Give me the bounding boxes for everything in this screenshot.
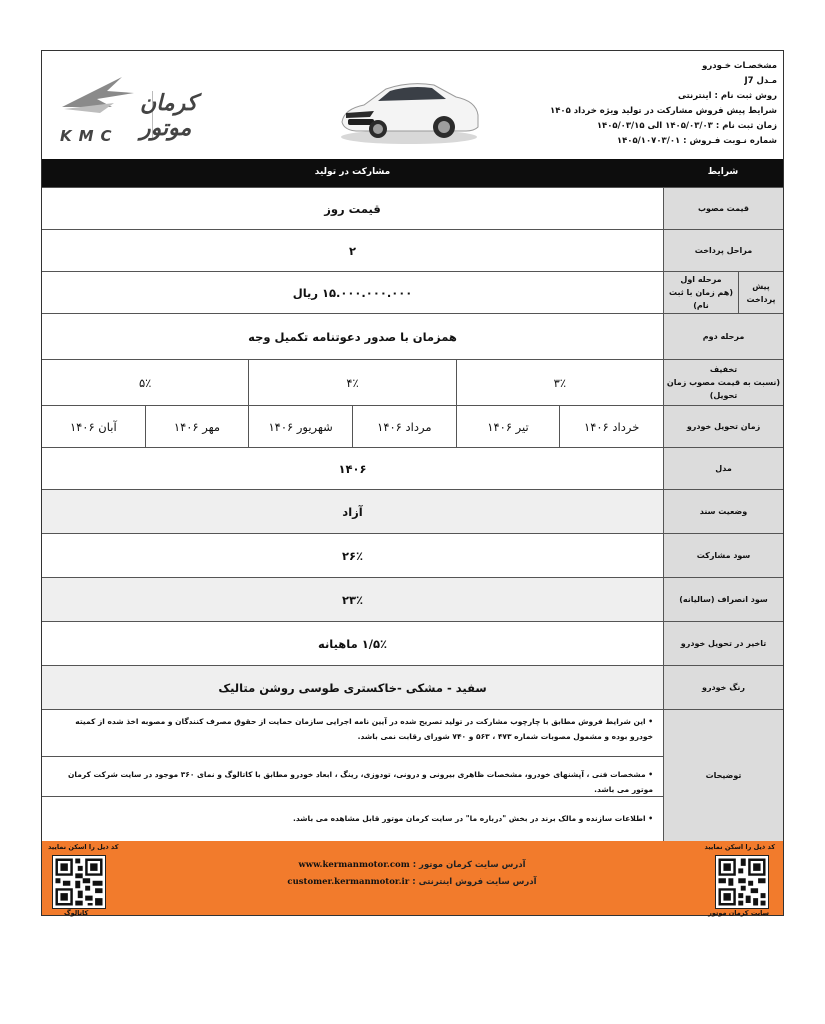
row-cancellation-profit <box>42 577 783 621</box>
internet-sales-line <box>202 874 622 891</box>
plan-header: مشارکت در تولید <box>314 167 391 177</box>
document-header <box>42 51 783 159</box>
delivery-time-cell: خرداد ۱۴۰۶ <box>559 406 663 447</box>
table-title-bar <box>42 159 783 187</box>
catalog-qr-code[interactable] <box>52 855 106 909</box>
cancellation-profit-value: ۲۳٪ <box>42 578 663 621</box>
row-second-stage <box>42 313 783 359</box>
specs-title: مشخصـات خـودرو <box>702 61 777 71</box>
delay-label: تاخیر در تحویل خودرو <box>663 622 783 665</box>
row-document-status <box>42 489 783 533</box>
note-item: • مشخصات فنی ، آپشنهای خودرو، مشخصات ظاهری بیرونی و درونی، تودوزی، رینگ ، ابعاد خودرو مطابق با کاتالوگ و نمای ۳۶۰ موجود در سایت شرکت کرمان موتور می باشد. <box>42 756 663 796</box>
footer <box>42 841 783 915</box>
participation-profit-value: ۲۶٪ <box>341 548 364 563</box>
note-item: • این شرایط فروش مطابق با چارچوب مشارکت در تولید تصریح شده در آیین نامه اجرایی سازمان حمایت از حقوق مصرف کنندگان و مصوبه اخذ شده از کمیته خودرو بوده و مشمول مصوبات شماره ۴۷۳ ، ۵۶۳ و ۷۴۰ شورای رقابت نمی باشد. <box>75 717 653 741</box>
site-url-link[interactable]: www.kermanmotor.com <box>298 860 410 870</box>
row-color <box>42 665 783 709</box>
approved-price-label: قیمت مصوب <box>663 188 783 229</box>
approved-price-value: قیمت روز <box>324 201 381 216</box>
registration-time: زمان ثبت نام : ۱۴۰۵/۰۳/۰۳ الی ۱۴۰۵/۰۳/۱۵ <box>596 121 777 131</box>
delivery-time-cells <box>42 406 663 447</box>
first-stage-label: مرحله اول <box>680 275 722 284</box>
model-value: ۱۴۰۶ <box>338 461 367 476</box>
payment-stages-value: ۲ <box>348 243 357 258</box>
color-value: سفید - مشکی -خاکستری طوسی روشن متالیک <box>42 666 663 709</box>
second-stage-label: مرحله دوم <box>663 314 783 359</box>
notes-list <box>42 710 663 841</box>
vehicle-specs <box>517 59 777 149</box>
brand-abbr: KMC <box>60 127 119 145</box>
discount-cell: ۳٪ <box>456 360 663 405</box>
row-discount <box>42 359 783 405</box>
row-delivery-time <box>42 405 783 447</box>
catalog-label: کاتالوگ <box>64 909 89 917</box>
delivery-time-cell: مهر ۱۴۰۶ <box>145 406 249 447</box>
first-stage-value: ۱۵.۰۰۰.۰۰۰.۰۰۰ ریال <box>292 285 413 300</box>
kmc-logo <box>52 69 252 147</box>
registration-method: روش ثبت نام : اینترنتی <box>677 91 777 101</box>
cancellation-profit-label: سود انصراف (سالیانه) <box>663 578 783 621</box>
prepayment-label: پیش پرداخت <box>738 272 783 313</box>
delivery-time-cell: مرداد ۱۴۰۶ <box>352 406 456 447</box>
delivery-time-cell: شهریور ۱۴۰۶ <box>248 406 352 447</box>
sales-round: شماره نـوبت فـروش : ۱۴۰۵/۱۰۷۰۳/۰۱ <box>616 136 777 146</box>
note-item: • اطلاعات سازنده و مالک برند در بخش "درباره ما" در سایت کرمان موتور قابل مشاهده می باشد. <box>42 796 663 842</box>
row-notes <box>42 709 783 841</box>
car-image <box>334 67 484 147</box>
site-label: سایت کرمان موتور <box>708 909 769 917</box>
website-qr-code[interactable] <box>715 855 769 909</box>
discount-cell: ۴٪ <box>248 360 455 405</box>
participation-profit-label: سود مشارکت <box>663 534 783 577</box>
document-status-label: وضعیت سند <box>663 490 783 533</box>
row-delivery-delay <box>42 621 783 665</box>
first-stage-label-cell <box>663 272 738 313</box>
sales-conditions-document <box>41 50 784 916</box>
footer-links <box>202 857 622 891</box>
delivery-time-cell: تیر ۱۴۰۶ <box>456 406 560 447</box>
scan-hint-left: کد ذیل را اسکن نمایید <box>48 843 119 851</box>
qr-code-icon <box>53 856 105 908</box>
discount-note: (نسبت به قیمت مصوب زمان تحویل) <box>666 378 781 400</box>
row-approved-price <box>42 187 783 229</box>
notes-label: توضیحات <box>663 710 783 841</box>
model-label: مدل <box>663 448 783 489</box>
row-first-stage <box>42 271 783 313</box>
document-status-value: آزاد <box>42 490 663 533</box>
delivery-time-label: زمان تحویل خودرو <box>663 406 783 447</box>
discount-label-cell <box>663 360 783 405</box>
discount-cells <box>42 360 663 405</box>
delay-value: ۱/۵٪ ماهیانه <box>318 636 387 651</box>
discount-label: تخفیف <box>709 365 738 374</box>
discount-cell: ۵٪ <box>139 375 152 390</box>
internet-sales-link[interactable]: customer.kermanmotor.ir <box>287 877 410 887</box>
kmc-emblem-icon <box>52 69 142 119</box>
payment-stages-label: مراحل پرداخت <box>663 230 783 271</box>
row-payment-stages <box>42 229 783 271</box>
delivery-time-cell: آبان ۱۴۰۶ <box>69 419 117 434</box>
qr-code-icon <box>716 856 768 908</box>
brand-name: کرمان موتور <box>140 91 198 141</box>
second-stage-value: همزمان با صدور دعوتنامه تکمیل وجه <box>248 329 457 344</box>
model-line: مـدل J7 <box>744 76 777 86</box>
conditions-header: شرایط <box>707 167 739 177</box>
scan-hint-right: کد ذیل را اسکن نمایید <box>704 843 775 851</box>
row-participation-profit <box>42 533 783 577</box>
site-line <box>202 857 622 874</box>
conditions-line: شرایط پیش فروش مشارکت در تولید ویژه خرداد ۱۴۰۵ <box>550 106 777 116</box>
internet-sales-label: آدرس سایت فروش اینترنتی : <box>412 877 537 887</box>
site-line-label: آدرس سایت کرمان موتور : <box>412 860 526 870</box>
color-label: رنگ خودرو <box>663 666 783 709</box>
first-stage-note: (هم زمان با ثبت نام) <box>669 288 733 310</box>
row-model <box>42 447 783 489</box>
